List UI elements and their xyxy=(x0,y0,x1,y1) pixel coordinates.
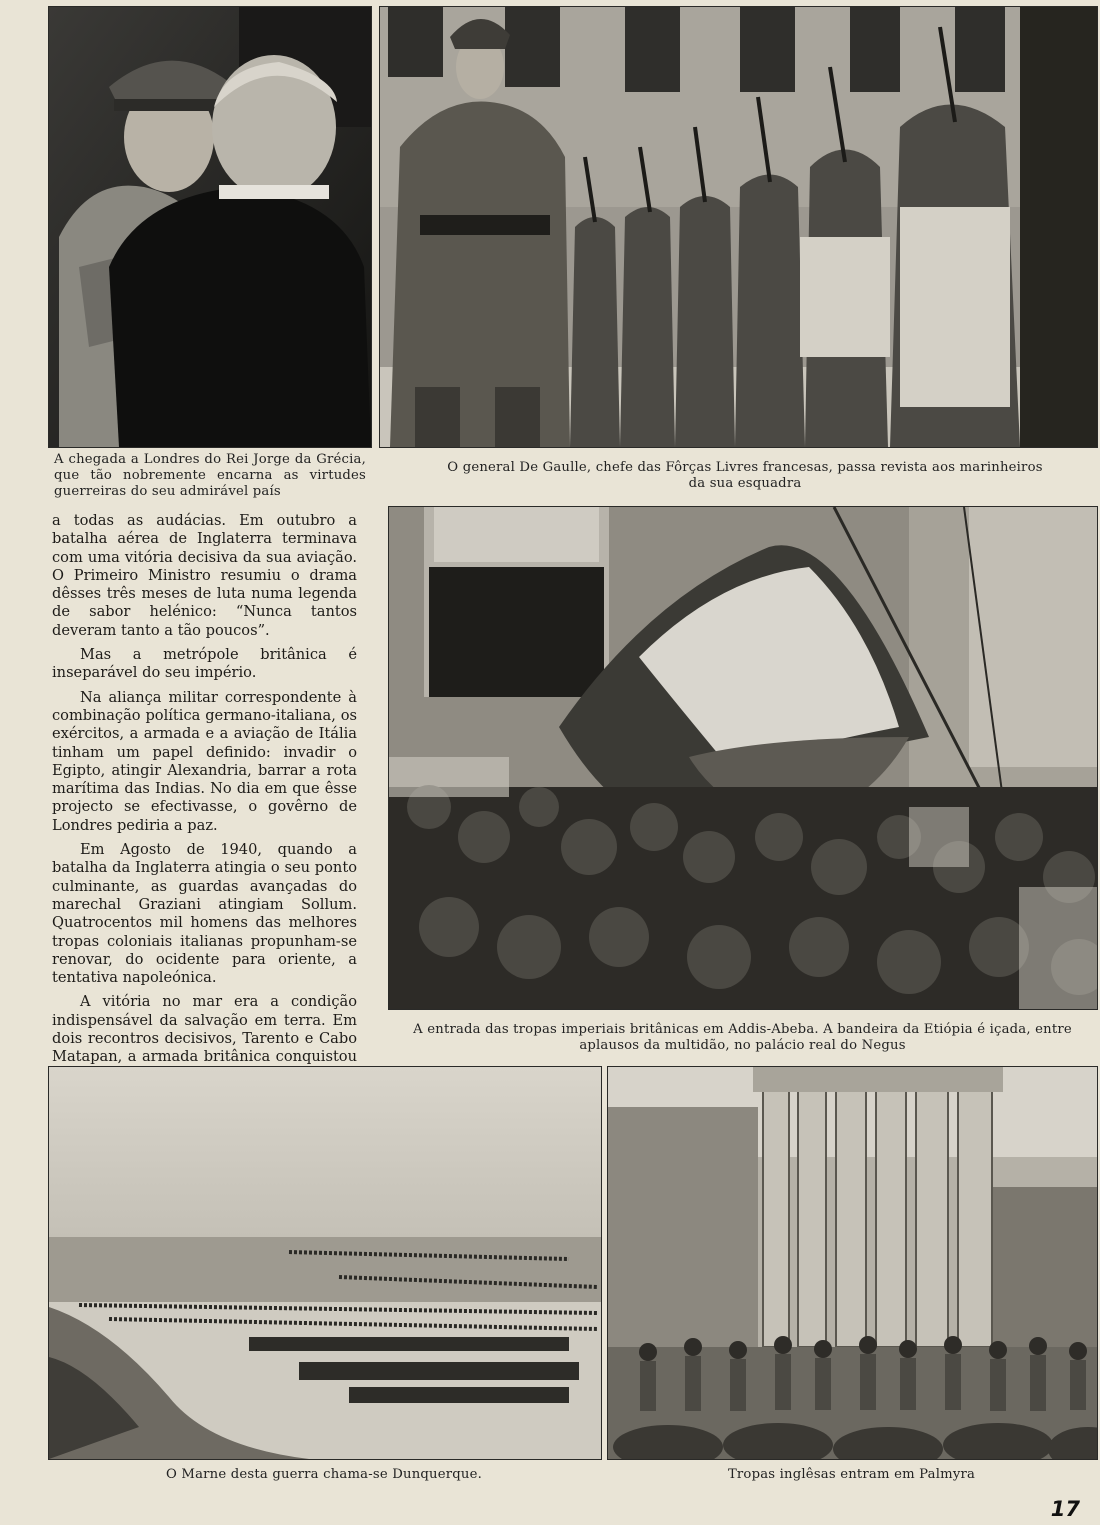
photo-de-gaulle-review xyxy=(379,6,1098,448)
article-body xyxy=(52,512,357,1091)
caption-king-george: A chegada a Londres do Rei Jorge da Grécia, que tão nobremente encarna as virtudes guerreiras do seu admirável país xyxy=(54,452,366,499)
caption-addis-abeba: A entrada das tropas imperiais britânicas em Addis-Abeba. A bandeira da Etiópia é içada, entre aplausos da multidão, no palácio real do Negus xyxy=(413,1022,1072,1053)
article-paragraph: Em Agosto de 1940, quando a batalha da Inglaterra atingia o seu ponto culminante, as guardas avançadas do marechal Graziani atingiam Sollum. Quatrocentos mil homens das melhores tropas coloniais italianas propunham-se renovar, do ocidente para oriente, a tentativa napoleónica. xyxy=(52,841,357,987)
photo-king-george-arrival xyxy=(48,6,372,448)
article-paragraph: Na aliança militar correspondente à combinação política germano-italiana, os exércitos, a armada e a aviação de Itália tinham um papel definido: invadir o Egipto, atingir Alexandria, barrar a rota marítima das Indias. No dia em que êsse projecto se efectivasse, o govêrno de Londres pediria a paz. xyxy=(52,688,357,834)
caption-dunquerque: O Marne desta guerra chama-se Dunquerque. xyxy=(166,1467,482,1482)
caption-de-gaulle: O general De Gaulle, chefe das Fôrças Livres francesas, passa revista aos marinheiros da sua esquadra xyxy=(447,460,1043,491)
article-paragraph: Mas a metrópole britânica é inseparável do seu império. xyxy=(52,646,357,682)
caption-palmyra: Tropas inglêsas entram em Palmyra xyxy=(727,1467,976,1482)
article-paragraph: A vitória no mar era a condição indispensável da salvação em terra. Em dois recontros decisivos, Tarento e Cabo Matapan, a armada britânica conquistou xyxy=(52,993,357,1066)
photo-dunquerque-beach xyxy=(48,1066,602,1460)
photo-palmyra-troops xyxy=(607,1066,1098,1460)
page-number: 17 xyxy=(1050,1497,1080,1521)
article-paragraph: a todas as audácias. Em outubro a batalha aérea de Inglaterra terminava com uma vitória decisiva da sua aviação. O Primeiro Ministro resumiu o drama dêsses três meses de luta numa legenda de sabor helénico: “Nunca tantos deveram tanto a tão poucos”. xyxy=(52,512,357,639)
photo-addis-abeba-flag xyxy=(388,506,1098,1010)
